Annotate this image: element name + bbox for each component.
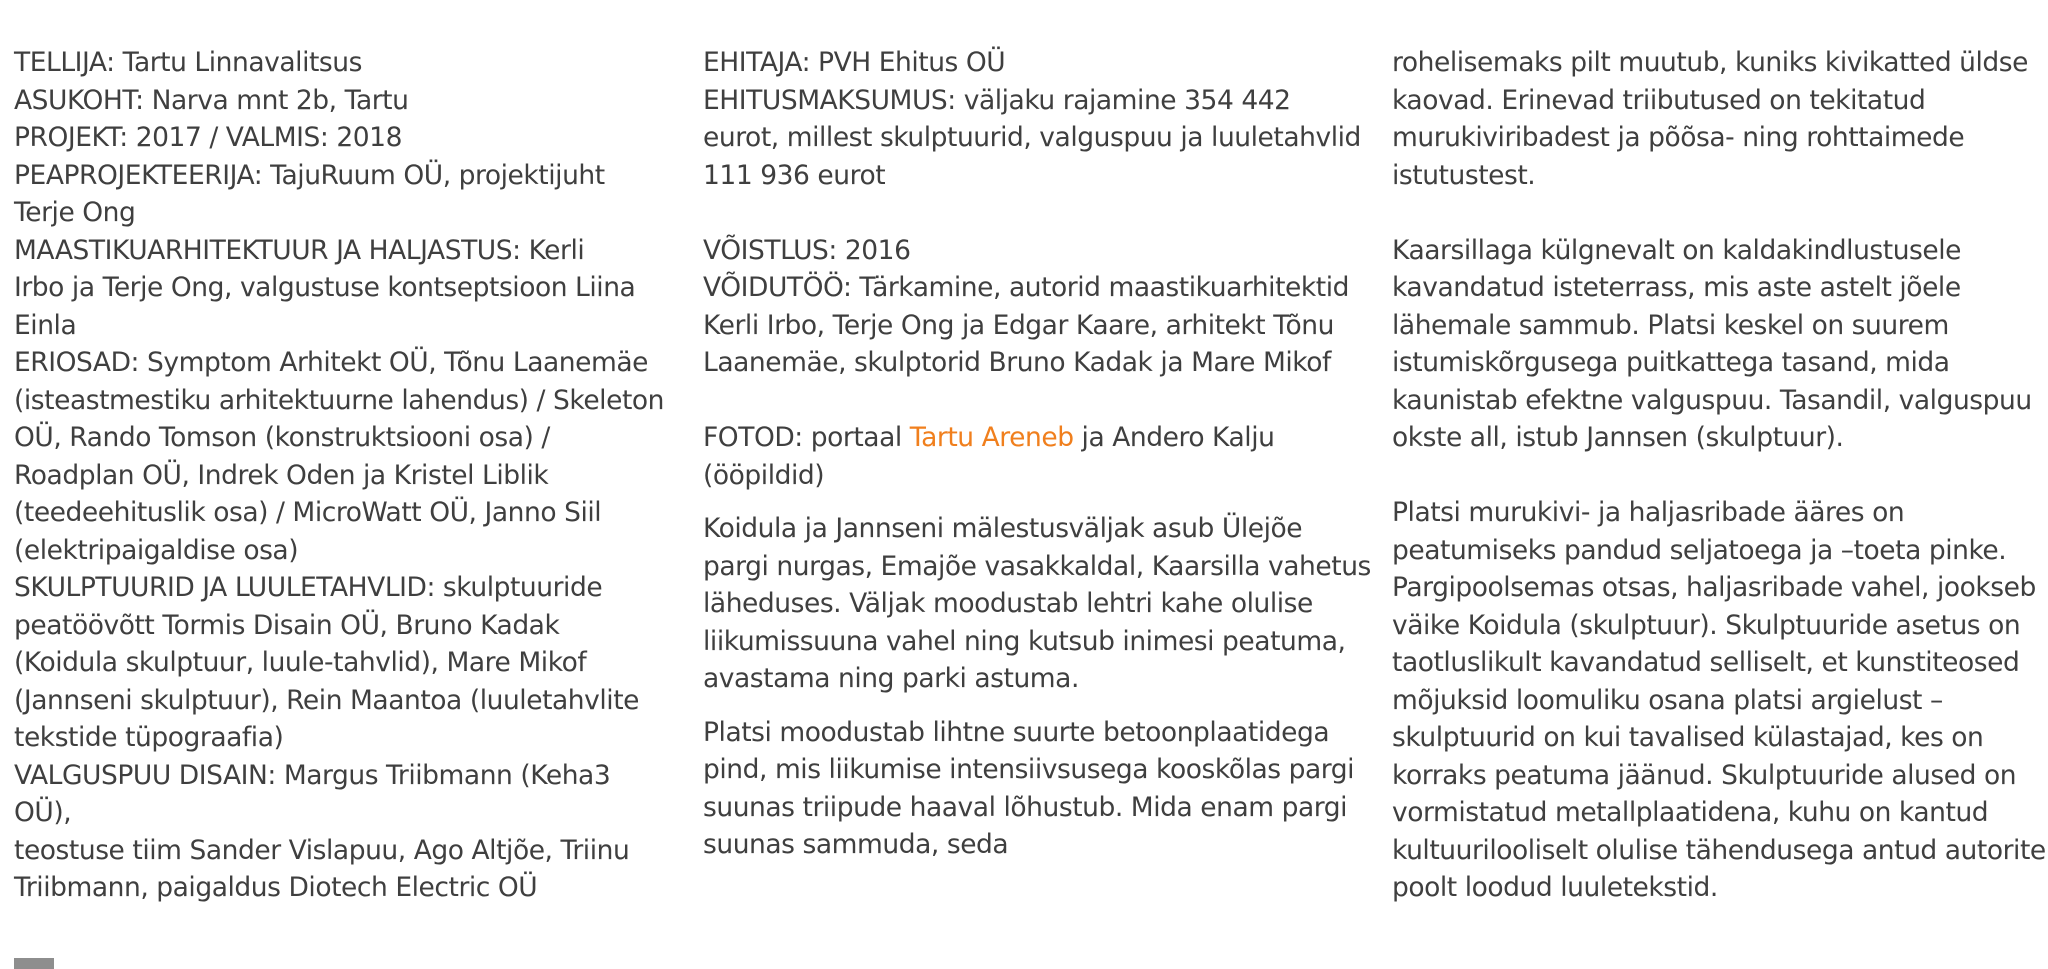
credit-line: PEAPROJEKTEERIJA: TajuRuum OÜ, projektijuht xyxy=(14,159,605,191)
credit-line: MAASTIKUARHITEKTUUR JA HALJASTUS: Kerli xyxy=(14,234,585,266)
credit-line: Terje Ong xyxy=(14,197,136,228)
credits-column xyxy=(14,44,674,907)
info-line: Laanemäe, skulptorid Bruno Kadak ja Mare Mikof xyxy=(703,347,1331,378)
credit-line: ERIOSAD: Symptom Arhitekt OÜ, Tõnu Laanemäe xyxy=(14,347,648,378)
paragraph-line: poolt loodud luuletekstid. xyxy=(1392,872,1718,903)
description-column xyxy=(1392,44,2048,907)
credit-line: tekstide tüpograafia) xyxy=(14,722,284,753)
paragraph-line: Platsi moodustab lihtne suurte betoonplaatidega xyxy=(703,716,1330,748)
credit-line: peatöövõtt Tormis Disain OÜ, Bruno Kadak xyxy=(14,609,560,641)
spacer xyxy=(703,382,1363,420)
paragraph-line: taotluslikult kavandatud selliselt, et kunstiteosed xyxy=(1392,647,2020,678)
info-line: VÕISTLUS: 2016 xyxy=(703,234,911,266)
paragraph-line: vormistatud metallplaatidena, kuhu on kantud xyxy=(1392,797,1989,828)
paragraph-line: skulptuurid on kui tavalised külastajad, kes on xyxy=(1392,722,1984,753)
paragraph-line: Platsi murukivi- ja haljasribade ääres on xyxy=(1392,497,1905,528)
paragraph-line: Koidula ja Jannseni mälestusväljak asub Ülejõe xyxy=(703,513,1303,544)
spacer xyxy=(1392,457,2048,495)
credit-line: Irbo ja Terje Ong, valgustuse kontseptsioon Liina xyxy=(14,272,636,303)
info-line: 111 936 eurot xyxy=(703,159,886,191)
paragraph-line: Pargipoolsemas otsas, haljasribade vahel, jookseb xyxy=(1392,572,2036,603)
info-line: VÕIDUTÖÖ: Tärkamine, autorid maastikuarhitektid xyxy=(703,272,1350,303)
paragraph-line: kaunistab efektne valguspuu. Tasandil, valguspuu xyxy=(1392,384,2032,416)
paragraph-line: kultuurilooliselt olulise tähendusega antud autorite xyxy=(1392,834,2046,866)
credit-line: TELLIJA: Tartu Linnavalitsus xyxy=(14,47,362,78)
credit-line: SKULPTUURID JA LUULETAHVLID: skulptuuride xyxy=(14,572,603,603)
spacer xyxy=(703,494,1363,510)
paragraph-line: peatumiseks pandud seljatoega ja –toeta pinke. xyxy=(1392,534,2007,566)
photo-credit-suffix: ja Andero Kalju xyxy=(1073,422,1275,453)
paragraph-line: kaovad. Erinevad triibutused on tekitatud xyxy=(1392,84,1926,116)
photo-credits xyxy=(703,419,1363,494)
paragraph xyxy=(1392,494,2048,907)
info-line: Kerli Irbo, Terje Ong ja Edgar Kaare, arhitekt Tõnu xyxy=(703,309,1334,341)
spacer xyxy=(703,194,1363,232)
paragraph-line: mõjuksid loomuliku osana platsi argielust – xyxy=(1392,684,1943,716)
paragraph-line: pind, mis liikumise intensiivsusega kooskõlas pargi xyxy=(703,754,1355,785)
paragraph-line: lähemale sammub. Platsi keskel on suurem xyxy=(1392,309,1949,341)
paragraph-line: läheduses. Väljak moodustab lehtri kahe olulise xyxy=(703,588,1313,619)
info-line: EHITUSMAKSUMUS: väljaku rajamine 354 442 xyxy=(703,84,1291,116)
paragraph xyxy=(1392,232,2048,457)
paragraph-line: pargi nurgas, Emajõe vasakkaldal, Kaarsilla vahetus xyxy=(703,550,1371,582)
photo-credit-prefix: FOTOD: portaal xyxy=(703,422,910,453)
info-line: EHITAJA: PVH Ehitus OÜ xyxy=(703,47,1006,78)
paragraph xyxy=(1392,44,2048,194)
photo-credit-line xyxy=(703,419,1363,457)
spacer xyxy=(703,698,1363,714)
credit-line: (Koidula skulptuur, luule-tahvlid), Mare Mikof xyxy=(14,647,587,678)
credit-line: (teedeehituslik osa) / MicroWatt OÜ, Janno Siil xyxy=(14,497,602,528)
credit-line: OÜ), xyxy=(14,797,72,828)
competition-info xyxy=(703,232,1363,382)
paragraph-line: istutustest. xyxy=(1392,159,1536,191)
credit-line: Roadplan OÜ, Indrek Oden ja Kristel Liblik xyxy=(14,459,549,491)
paragraph-line: väike Koidula (skulptuur). Skulptuuride asetus on xyxy=(1392,609,2021,641)
paragraph-line: suunas triipude haaval lõhustub. Mida enam pargi xyxy=(703,791,1348,823)
paragraph xyxy=(703,510,1371,698)
credit-line: Triibmann, paigaldus Diotech Electric OÜ xyxy=(14,872,538,903)
paragraph-line: liikumissuuna vahel ning kutsub inimesi peatuma, xyxy=(703,625,1346,657)
tartu-areneb-link[interactable]: Tartu Areneb xyxy=(909,422,1074,453)
credit-line: Einla xyxy=(14,309,77,341)
info-line: eurot, millest skulptuurid, valguspuu ja luuletahvlid xyxy=(703,122,1361,153)
credit-line: (Jannseni skulptuur), Rein Maantoa (luuletahvlite xyxy=(14,684,640,716)
paragraph-line: istumiskõrgusega puitkattega tasand, mida xyxy=(1392,347,1950,378)
credit-line: PROJEKT: 2017 / VALMIS: 2018 xyxy=(14,122,402,153)
credit-line: OÜ, Rando Tomson (konstruktsiooni osa) / xyxy=(14,422,550,453)
paragraph-line: murukiviribadest ja põõsa- ning rohttaimede xyxy=(1392,122,1965,153)
credit-line: teostuse tiim Sander Vislapuu, Ago Altjõe, Triinu xyxy=(14,834,630,866)
credit-line: (elektripaigaldise osa) xyxy=(14,534,299,566)
paragraph-line: rohelisemaks pilt muutub, kuniks kivikatted üldse xyxy=(1392,47,2029,78)
credit-line: ASUKOHT: Narva mnt 2b, Tartu xyxy=(14,84,409,116)
spacer xyxy=(1392,194,2048,232)
paragraph xyxy=(703,714,1363,864)
paragraph-line: okste all, istub Jannsen (skulptuur). xyxy=(1392,422,1844,453)
gray-block-marker xyxy=(14,958,54,969)
paragraph-line: korraks peatuma jäänud. Skulptuuride alused on xyxy=(1392,759,2017,791)
paragraph-line: Kaarsillaga külgnevalt on kaldakindlustusele xyxy=(1392,234,1962,266)
paragraph-line: kavandatud isteterrass, mis aste astelt jõele xyxy=(1392,272,1961,303)
credit-line: VALGUSPUU DISAIN: Margus Triibmann (Keha3 xyxy=(14,759,611,791)
paragraph-line: suunas sammuda, seda xyxy=(703,829,1009,860)
paragraph-line: avastama ning parki astuma. xyxy=(703,663,1079,694)
credit-line: (isteastmestiku arhitektuurne lahendus) / Skeleton xyxy=(14,384,664,416)
builder-info xyxy=(703,44,1363,194)
photo-credit-line: (ööpildid) xyxy=(703,459,825,491)
project-info-column xyxy=(703,44,1371,864)
